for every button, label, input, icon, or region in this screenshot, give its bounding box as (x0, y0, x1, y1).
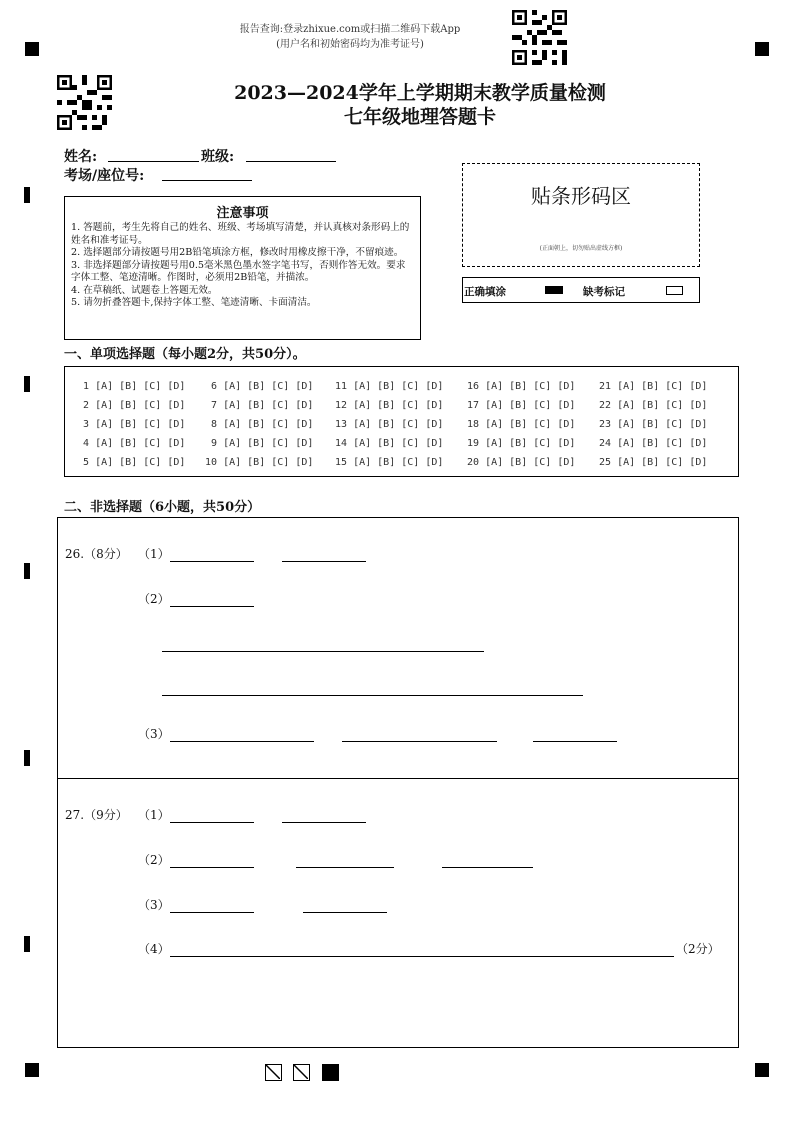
mc-options[interactable]: [A] [B] [C] [D] (485, 457, 576, 468)
mc-question-row[interactable] (77, 453, 185, 472)
name-field[interactable] (108, 160, 199, 162)
mc-question-number: 20 (467, 457, 480, 468)
mc-question-row[interactable] (335, 434, 443, 453)
fill-legend (462, 277, 700, 303)
exam-title: 2023—2024学年上学期期末教学质量检测 (234, 82, 606, 104)
timing-mark (24, 376, 30, 392)
notes-item: 3. 非选择题部分请按题号用0.5毫米黑色墨水签字笔书写，否则作答无效。要求字体工整、笔迹清晰。作图时，必须用2B铅笔，并描浓。 (71, 259, 406, 283)
mc-options[interactable]: [A] [B] [C] [D] (223, 419, 314, 430)
mc-question-row[interactable] (205, 415, 313, 434)
mc-options[interactable]: [A] [B] [C] [D] (95, 438, 186, 449)
mc-question-number: 8 (205, 419, 218, 430)
qr-code-icon (512, 10, 567, 65)
barcode-subtitle: (正面朝上，切勿贴出虚线方框) (539, 245, 623, 252)
q27-part2-answer-line[interactable] (296, 866, 394, 868)
q26-part3-answer-line[interactable] (533, 740, 617, 742)
qr-code-icon (57, 75, 112, 130)
answer-box-q27 (57, 778, 739, 1048)
report-notice (200, 22, 500, 52)
registration-mark-top-right (755, 42, 769, 56)
q26-part1-label: （1） (138, 547, 170, 561)
mc-question-row[interactable] (467, 434, 575, 453)
mc-question-row[interactable] (467, 453, 575, 472)
q27-label: 27.（9分） (65, 808, 128, 822)
class-field[interactable] (246, 160, 336, 162)
mc-question-number: 14 (335, 438, 348, 449)
q26-part1-answer-line[interactable] (170, 560, 254, 562)
registration-mark-top-left (25, 42, 39, 56)
mc-question-number: 24 (599, 438, 612, 449)
mc-question-row[interactable] (335, 415, 443, 434)
mc-column (335, 377, 443, 472)
mc-options[interactable]: [A] [B] [C] [D] (223, 400, 314, 411)
mc-question-row[interactable] (335, 453, 443, 472)
mc-question-row[interactable] (335, 396, 443, 415)
mc-question-number: 17 (467, 400, 480, 411)
mc-question-number: 21 (599, 381, 612, 392)
mc-question-row[interactable] (599, 415, 707, 434)
notes-item: 4. 在草稿纸、试题卷上答题无效。 (71, 284, 218, 296)
timing-mark (24, 563, 30, 579)
q27-part2-label: （2） (138, 853, 170, 867)
q27-part3-label: （3） (138, 898, 170, 912)
mc-question-row[interactable] (77, 434, 185, 453)
mc-options[interactable]: [A] [B] [C] [D] (353, 438, 444, 449)
absent-mark-label: 缺考标记 (583, 286, 625, 298)
mc-options[interactable]: [A] [B] [C] [D] (485, 419, 576, 430)
mc-question-number: 10 (205, 457, 218, 468)
q26-part2-answer-line[interactable] (162, 694, 583, 696)
timing-mark (24, 187, 30, 203)
timing-mark (24, 750, 30, 766)
mc-question-number: 25 (599, 457, 612, 468)
mc-options[interactable]: [A] [B] [C] [D] (95, 381, 186, 392)
mc-question-row[interactable] (205, 396, 313, 415)
mc-options[interactable]: [A] [B] [C] [D] (223, 438, 314, 449)
q26-part1-answer-line[interactable] (282, 560, 366, 562)
mc-options[interactable]: [A] [B] [C] [D] (485, 438, 576, 449)
mc-question-number: 15 (335, 457, 348, 468)
mc-column (205, 377, 313, 472)
mc-question-number: 13 (335, 419, 348, 430)
mc-question-number: 9 (205, 438, 218, 449)
mc-question-number: 11 (335, 381, 348, 392)
mc-question-row[interactable] (77, 396, 185, 415)
mc-question-row[interactable] (205, 453, 313, 472)
page-mark-filled-icon (322, 1064, 339, 1081)
q26-part2-label: （2） (138, 592, 170, 606)
report-notice-line1: 报告查询:登录zhixue.com或扫描二维码下载App (239, 24, 461, 35)
mc-question-number: 23 (599, 419, 612, 430)
q27-part1-label: （1） (138, 808, 170, 822)
q27-part2-answer-line[interactable] (442, 866, 533, 868)
mc-question-row[interactable] (467, 415, 575, 434)
mc-question-number: 7 (205, 400, 218, 411)
notes-list (65, 222, 420, 310)
mc-options[interactable]: [A] [B] [C] [D] (353, 381, 444, 392)
mc-options[interactable]: [A] [B] [C] [D] (95, 457, 186, 468)
q27-part4-score: （2分） (676, 942, 720, 956)
mc-column (599, 377, 707, 472)
multiple-choice-grid (64, 366, 739, 477)
barcode-area (462, 163, 700, 267)
mc-question-number: 3 (77, 419, 90, 430)
page-mark-slash-icon (265, 1064, 282, 1081)
mc-question-number: 1 (77, 381, 90, 392)
answer-sheet-title: 七年级地理答题卡 (343, 106, 496, 128)
mc-options[interactable]: [A] [B] [C] [D] (617, 457, 708, 468)
mc-options[interactable]: [A] [B] [C] [D] (95, 419, 186, 430)
mc-question-row[interactable] (205, 434, 313, 453)
section1-title: 一、单项选择题（每小题2分，共50分）。 (64, 347, 306, 362)
q27-part3-answer-line[interactable] (170, 911, 254, 913)
mc-question-number: 4 (77, 438, 90, 449)
q26-part3-label: （3） (138, 727, 170, 741)
mc-question-row[interactable] (599, 377, 707, 396)
q26-part2-answer-line[interactable] (170, 605, 254, 607)
page-mark-slash-icon (293, 1064, 310, 1081)
mc-question-row[interactable] (335, 377, 443, 396)
mc-options[interactable]: [A] [B] [C] [D] (617, 419, 708, 430)
mc-options[interactable]: [A] [B] [C] [D] (485, 381, 576, 392)
section2-title: 二、非选择题（6小题，共50分） (64, 500, 261, 515)
q27-part4-answer-line[interactable] (170, 955, 674, 957)
q26-label: 26.（8分） (65, 547, 128, 561)
q26-part2-answer-line[interactable] (162, 650, 484, 652)
notes-item: 1. 答题前，考生先将自己的姓名、班级、考场填写清楚，并认真核对条形码上的姓名和准考证号。 (71, 222, 410, 246)
q26-part3-answer-line[interactable] (342, 740, 497, 742)
absent-mark-box[interactable] (666, 286, 683, 295)
mc-column (77, 377, 185, 472)
mc-options[interactable]: [A] [B] [C] [D] (617, 381, 708, 392)
mc-question-row[interactable] (77, 377, 185, 396)
notes-item: 5. 请勿折叠答题卡,保持字体工整、笔迹清晰、卡面清洁。 (71, 297, 317, 308)
mc-question-row[interactable] (467, 396, 575, 415)
q27-part1-answer-line[interactable] (282, 821, 366, 823)
mc-column (467, 377, 575, 472)
correct-fill-sample (545, 286, 563, 294)
mc-options[interactable]: [A] [B] [C] [D] (353, 457, 444, 468)
mc-options[interactable]: [A] [B] [C] [D] (617, 438, 708, 449)
q27-part1-answer-line[interactable] (170, 821, 254, 823)
q27-part3-answer-line[interactable] (303, 911, 387, 913)
mc-question-number: 19 (467, 438, 480, 449)
mc-question-number: 6 (205, 381, 218, 392)
mc-question-row[interactable] (599, 453, 707, 472)
mc-question-number: 22 (599, 400, 612, 411)
mc-question-number: 12 (335, 400, 348, 411)
seat-label: 考场/座位号: (64, 168, 145, 184)
q26-part3-answer-line[interactable] (170, 740, 314, 742)
mc-options[interactable]: [A] [B] [C] [D] (223, 457, 314, 468)
timing-mark (24, 936, 30, 952)
report-notice-line2: (用户名和初始密码均为准考证号) (276, 39, 424, 50)
mc-question-number: 16 (467, 381, 480, 392)
mc-question-number: 2 (77, 400, 90, 411)
name-label: 姓名: (64, 149, 98, 165)
mc-question-row[interactable] (205, 377, 313, 396)
seat-field[interactable] (162, 179, 252, 181)
mc-question-number: 18 (467, 419, 480, 430)
registration-mark-bottom-right (755, 1063, 769, 1077)
correct-fill-label: 正确填涂 (464, 286, 506, 298)
answer-box-q26 (57, 517, 739, 779)
notes-title: 注意事项 (216, 206, 269, 221)
mc-question-row[interactable] (599, 396, 707, 415)
mc-question-row[interactable] (77, 415, 185, 434)
mc-question-row[interactable] (599, 434, 707, 453)
q27-part4-label: （4） (138, 942, 170, 956)
class-label: 班级: (201, 149, 235, 165)
mc-options[interactable]: [A] [B] [C] [D] (223, 381, 314, 392)
mc-options[interactable]: [A] [B] [C] [D] (353, 400, 444, 411)
q27-part2-answer-line[interactable] (170, 866, 254, 868)
mc-options[interactable]: [A] [B] [C] [D] (353, 419, 444, 430)
barcode-title: 贴条形码区 (531, 184, 631, 208)
mc-question-number: 5 (77, 457, 90, 468)
notes-item: 2. 选择题部分请按题号用2B铅笔填涂方框，修改时用橡皮擦干净，不留痕迹。 (71, 247, 404, 258)
mc-options[interactable]: [A] [B] [C] [D] (617, 400, 708, 411)
notes-box (64, 196, 421, 340)
mc-options[interactable]: [A] [B] [C] [D] (95, 400, 186, 411)
mc-question-row[interactable] (467, 377, 575, 396)
registration-mark-bottom-left (25, 1063, 39, 1077)
mc-options[interactable]: [A] [B] [C] [D] (485, 400, 576, 411)
